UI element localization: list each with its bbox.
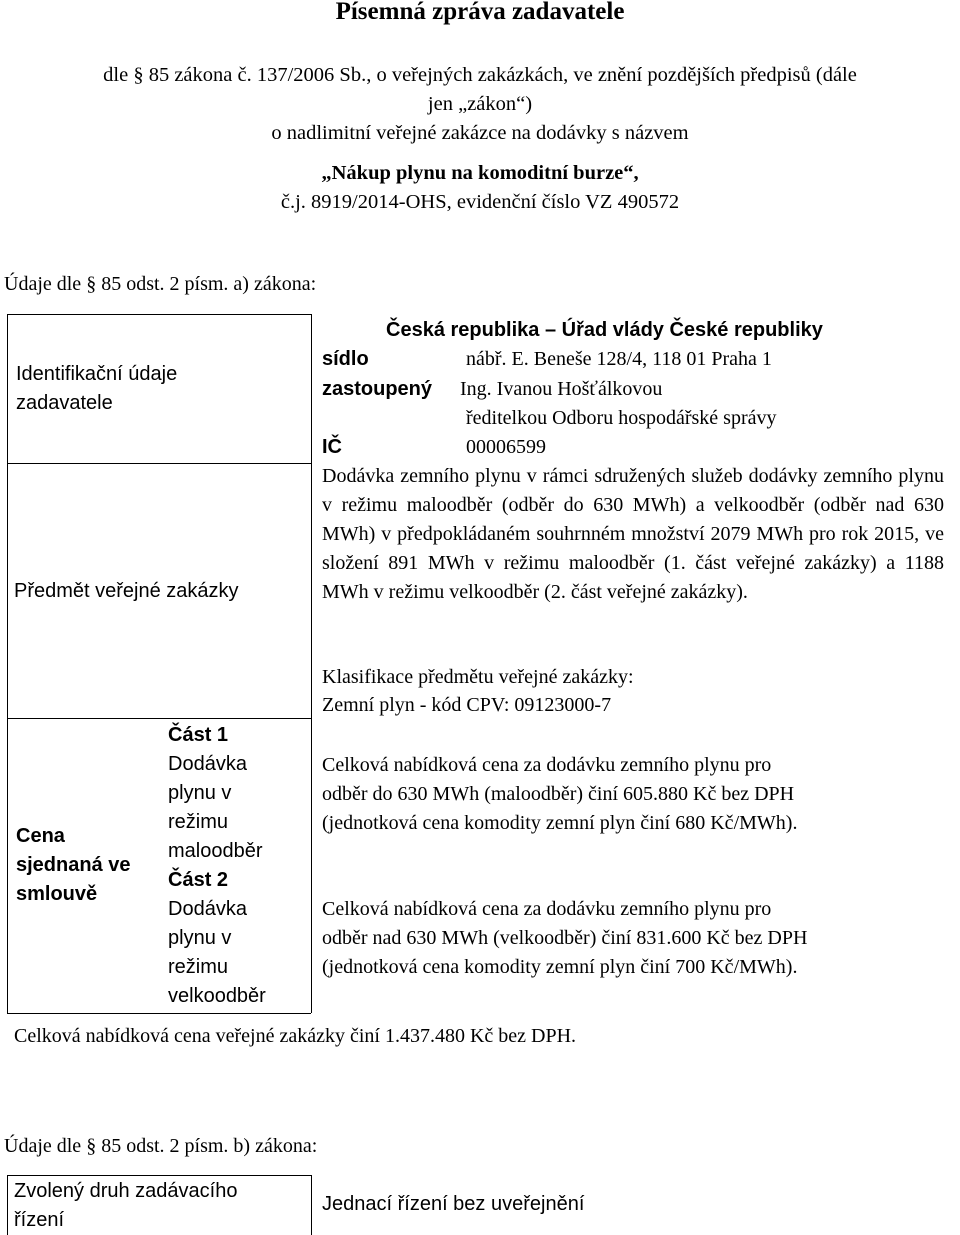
part-1-line-1: Dodávka [168,753,247,775]
part-1-line-2: plynu v [168,782,232,804]
part-1-price-line-1: Celková nabídková cena za dodávku zemního plynu pro [322,754,772,776]
part-2-title: Část 2 [168,869,229,891]
part-2-price-line-2: odběr nad 630 MWh (velkoodběr) činí 831.600 Kč bez DPH [322,927,808,949]
identification-label-line-1: Identifikační údaje [16,363,178,385]
cpv-classification-line-2: Zemní plyn - kód CPV: 09123000-7 [322,694,612,716]
table-a-border-bottom [7,1013,311,1014]
procedure-type-label-line-2: řízení [14,1209,65,1231]
price-label-line-3: smlouvě [16,883,98,905]
part-1-title: Část 1 [168,724,229,746]
price-label-line-1: Cena [16,825,65,847]
representative-label: zastoupený [322,378,433,400]
contract-name: „Nákup plynu na komoditní burze“, [321,162,639,184]
part-2-line-1: Dodávka [168,898,247,920]
procedure-type-label-line-1: Zvolený druh zadávacího [14,1180,238,1202]
price-label [16,822,131,909]
price-parts [168,721,266,1011]
document-title: Písemná zpráva zadavatele [335,0,625,25]
part-2-line-2: plynu v [168,927,232,949]
representative-position: ředitelkou Odboru hospodářské správy [466,407,777,429]
seat-value: nábř. E. Beneše 128/4, 118 01 Praha 1 [466,348,772,370]
table-b-border-left [7,1175,8,1235]
table-b-divider [311,1175,312,1235]
part-1-line-3: režimu [168,811,229,833]
seat-label: sídlo [322,348,369,370]
table-b-border-top [7,1175,311,1176]
procedure-type-label [14,1177,237,1235]
cpv-classification-line-1: Klasifikace předmětu veřejné zakázky: [322,666,634,688]
part-2-line-3: režimu [168,956,229,978]
part-1-price-line-3: (jednotková cena komodity zemní plyn činí 680 Kč/MWh). [322,812,798,834]
part-1-price-text [322,751,797,838]
part-1-price-line-2: odběr do 630 MWh (maloodběr) činí 605.880 Kč bez DPH [322,783,795,805]
subject-label: Předmět veřejné zakázky [14,580,239,602]
reference-number: č.j. 8919/2014-OHS, evidenční číslo VZ 490572 [280,191,680,213]
table-a-divider [311,314,312,1013]
part-2-price-line-1: Celková nabídková cena za dodávku zemního plynu pro [322,898,772,920]
contracting-authority-name: Česká republika – Úřad vlády České republiky [386,319,823,341]
table-a-row-divider-2 [7,718,311,719]
table-a-border-left [7,314,8,1013]
table-a-row-divider-1 [7,463,311,464]
intro-line-3: o nadlimitní veřejné zakázce na dodávky s názvem [271,122,689,144]
part-2-price-line-3: (jednotková cena komodity zemní plyn činí 700 Kč/MWh). [322,956,798,978]
intro-line-1: dle § 85 zákona č. 137/2006 Sb., o veřejných zakázkách, ve znění pozdějších předpisů (dále [103,64,857,86]
identification-label-line-2: zadavatele [16,392,113,414]
table-a-border-top-left [7,314,311,315]
price-label-line-2: sjednaná ve [16,854,131,876]
representative-name: Ing. Ivanou Hošťálkovou [460,378,663,400]
intro-line-2: jen „zákon“) [427,93,533,115]
section-b-heading: Údaje dle § 85 odst. 2 písm. b) zákona: [4,1135,318,1157]
section-a-heading: Údaje dle § 85 odst. 2 písm. a) zákona: [4,273,317,295]
part-2-line-4: velkoodběr [168,985,266,1007]
identification-label [16,360,177,418]
procedure-type-value: Jednací řízení bez uveřejnění [322,1193,585,1215]
part-2-price-text [322,895,807,982]
part-1-line-4: maloodběr [168,840,263,862]
ic-label: IČ [322,436,342,458]
total-price: Celková nabídková cena veřejné zakázky činí 1.437.480 Kč bez DPH. [14,1025,577,1047]
subject-description: Dodávka zemního plynu v rámci sdružených služeb dodávky zemního plynu v režimu maloodběr (odběr do 630 MWh) a velkoodběr (odběr nad 630 MWh) v předpokládaném souhrnném množství 2079 MWh pro rok 2015, ve složení 891 MWh v režimu maloodběr (1. část veřejné zakázky) a 1188 MWh v režimu velkoodběr (2. část veřejné zakázky). [322,465,944,603]
ic-value: 00006599 [466,436,546,458]
